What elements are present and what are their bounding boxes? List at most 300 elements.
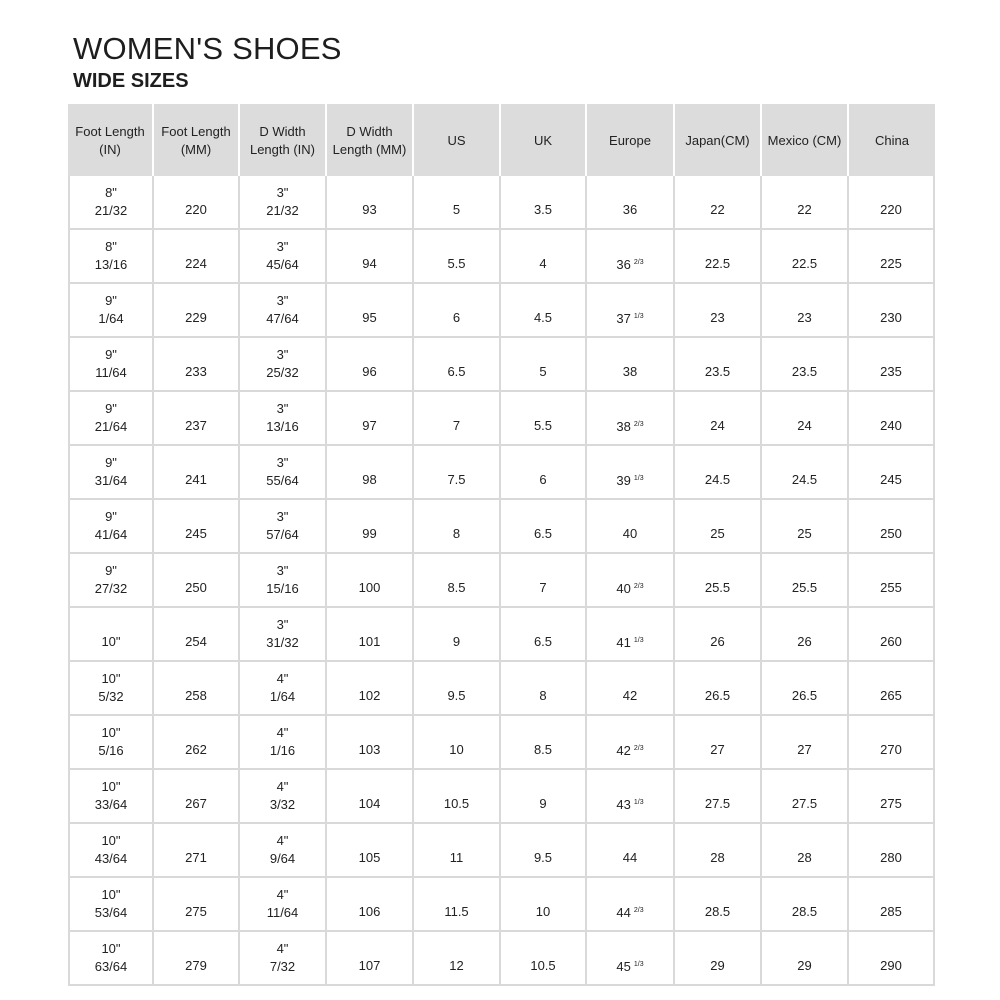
cell-europe-wrap <box>587 724 673 760</box>
cell-us <box>414 392 501 446</box>
cell-foot-length-in-fraction: 27/32 <box>94 581 128 596</box>
cell-width-length-mm-value: 93 <box>362 202 377 217</box>
cell-mexico-value: 23 <box>797 310 812 325</box>
cell-japan <box>675 230 762 284</box>
cell-width-length-in-fraction: 11/64 <box>266 905 299 920</box>
cell-width-length-in-whole: 3" <box>276 347 289 362</box>
cell-foot-length-mm <box>154 392 240 446</box>
header-europe: Europe <box>587 104 675 176</box>
cell-width-length-in <box>240 878 327 932</box>
cell-foot-length-in-fraction: 41/64 <box>94 527 128 542</box>
cell-width-length-in-fraction: 55/64 <box>266 473 299 488</box>
cell-width-length-in-fraction: 15/16 <box>266 581 299 596</box>
cell-us-value: 9.5 <box>447 688 466 703</box>
cell-mexico-value: 26 <box>797 634 812 649</box>
cell-mexico-value: 23.5 <box>791 364 818 379</box>
cell-foot-length-in-whole: 9" <box>105 455 117 470</box>
cell-width-length-mm <box>327 770 414 824</box>
cell-europe-value: 40 <box>616 581 631 596</box>
cell-europe-value: 41 <box>616 635 631 650</box>
cell-width-length-mm-value: 95 <box>362 310 377 325</box>
cell-width-length-mm <box>327 446 414 500</box>
cell-europe <box>587 338 675 392</box>
cell-europe-wrap <box>587 400 673 436</box>
cell-us-value: 5 <box>452 202 461 217</box>
header-line: Length (IN) <box>249 142 316 157</box>
cell-europe-value: 36 <box>622 202 638 217</box>
cell-uk <box>501 392 587 446</box>
cell-width-length-in <box>240 932 327 986</box>
cell-europe-fraction: 2/3 <box>633 259 644 266</box>
table-row <box>68 824 935 878</box>
cell-europe-value: 42 <box>622 688 638 703</box>
cell-mexico-value: 22.5 <box>791 256 818 271</box>
cell-foot-length-in-whole: 9" <box>105 509 117 524</box>
cell-width-length-mm-value: 102 <box>358 688 381 703</box>
cell-europe-wrap <box>587 616 673 652</box>
cell-width-length-in-fraction: 13/16 <box>266 419 299 434</box>
cell-foot-length-mm <box>154 824 240 878</box>
table-row <box>68 878 935 932</box>
cell-mexico <box>762 716 849 770</box>
cell-us-value: 8.5 <box>447 580 466 595</box>
header-line: Foot Length <box>75 124 145 139</box>
cell-china-value: 250 <box>880 526 902 541</box>
cell-width-length-in <box>240 284 327 338</box>
cell-foot-length-in-whole: 10" <box>101 887 121 902</box>
cell-us-value: 10.5 <box>443 796 470 811</box>
cell-uk-value: 7 <box>539 580 547 595</box>
cell-foot-length-in <box>68 392 154 446</box>
cell-japan-value: 28.5 <box>704 904 731 919</box>
cell-japan <box>675 338 762 392</box>
header-mexico: Mexico (CM) <box>762 104 849 176</box>
cell-europe-wrap <box>587 886 673 922</box>
cell-width-length-mm <box>327 878 414 932</box>
cell-width-length-mm <box>327 932 414 986</box>
cell-mexico <box>762 176 849 230</box>
cell-europe-wrap <box>587 562 673 598</box>
cell-foot-length-mm <box>154 176 240 230</box>
cell-foot-length-in-fraction: 63/64 <box>94 959 128 974</box>
cell-foot-length-in <box>68 608 154 662</box>
cell-us <box>414 608 501 662</box>
cell-width-length-in-whole: 3" <box>276 617 289 632</box>
cell-us <box>414 716 501 770</box>
cell-europe-value: 36 <box>616 257 631 272</box>
cell-europe <box>587 608 675 662</box>
cell-width-length-mm <box>327 230 414 284</box>
cell-china <box>849 284 935 338</box>
header-japan: Japan(CM) <box>675 104 762 176</box>
cell-us-value: 7 <box>452 418 461 433</box>
cell-china <box>849 662 935 716</box>
cell-china <box>849 446 935 500</box>
cell-japan-value: 24.5 <box>704 472 731 487</box>
table-row <box>68 716 935 770</box>
cell-width-length-in-fraction: 3/32 <box>269 797 296 812</box>
header-width-length-in <box>240 104 327 176</box>
cell-foot-length-mm <box>154 932 240 986</box>
cell-japan-value: 23 <box>710 310 725 325</box>
cell-china-value: 290 <box>880 958 902 973</box>
cell-mexico <box>762 824 849 878</box>
cell-japan <box>675 716 762 770</box>
cell-width-length-in <box>240 608 327 662</box>
cell-europe-value: 38 <box>616 419 631 434</box>
cell-europe-value: 44 <box>622 850 638 865</box>
cell-width-length-in <box>240 392 327 446</box>
cell-width-length-mm-value: 97 <box>362 418 377 433</box>
cell-europe-value: 40 <box>622 526 638 541</box>
cell-china <box>849 176 935 230</box>
cell-foot-length-mm-value: 279 <box>185 958 207 973</box>
cell-foot-length-in-fraction: 5/16 <box>98 743 124 758</box>
cell-us-value: 6 <box>452 310 461 325</box>
cell-europe-fraction: 1/3 <box>633 475 644 482</box>
table-header <box>68 104 935 176</box>
cell-width-length-in-fraction: 57/64 <box>266 527 299 542</box>
cell-foot-length-mm <box>154 716 240 770</box>
cell-width-length-mm <box>327 176 414 230</box>
table-row <box>68 446 935 500</box>
cell-mexico <box>762 554 849 608</box>
cell-foot-length-mm <box>154 554 240 608</box>
header-row <box>68 104 935 176</box>
cell-uk <box>501 716 587 770</box>
cell-china <box>849 770 935 824</box>
cell-foot-length-in <box>68 176 154 230</box>
cell-uk <box>501 554 587 608</box>
cell-europe <box>587 716 675 770</box>
cell-foot-length-mm-value: 258 <box>185 688 207 703</box>
cell-foot-length-in-fraction: 1/64 <box>98 311 124 326</box>
cell-japan <box>675 176 762 230</box>
cell-uk <box>501 662 587 716</box>
cell-mexico <box>762 770 849 824</box>
cell-foot-length-in <box>68 554 154 608</box>
cell-uk-value: 10.5 <box>530 958 556 973</box>
cell-us <box>414 878 501 932</box>
cell-japan-value: 22 <box>710 202 725 217</box>
cell-foot-length-mm <box>154 662 240 716</box>
cell-europe-wrap <box>587 509 673 543</box>
cell-uk <box>501 932 587 986</box>
cell-europe <box>587 932 675 986</box>
cell-us-value: 7.5 <box>447 472 466 487</box>
header-line: Length (MM) <box>332 142 407 157</box>
cell-europe-value: 38 <box>622 364 638 379</box>
cell-width-length-mm <box>327 392 414 446</box>
cell-foot-length-in <box>68 230 154 284</box>
cell-foot-length-in <box>68 878 154 932</box>
cell-us-value: 11.5 <box>444 904 469 919</box>
cell-us-value: 5.5 <box>447 256 466 271</box>
cell-europe-value: 39 <box>616 473 631 488</box>
cell-japan-value: 25.5 <box>704 580 731 595</box>
cell-foot-length-in-whole: 10" <box>101 725 121 740</box>
cell-europe <box>587 284 675 338</box>
cell-japan-value: 23.5 <box>704 364 731 379</box>
cell-width-length-in-fraction: 31/32 <box>266 635 299 650</box>
cell-china-value: 260 <box>880 634 902 649</box>
page-title: WOMEN'S SHOES <box>73 31 342 66</box>
cell-width-length-in <box>240 716 327 770</box>
table-row <box>68 392 935 446</box>
page-subtitle: WIDE SIZES <box>73 70 189 92</box>
cell-china <box>849 230 935 284</box>
cell-width-length-in-whole: 4" <box>276 887 289 902</box>
cell-width-length-in-whole: 3" <box>276 293 289 308</box>
cell-foot-length-in-fraction: 43/64 <box>94 851 128 866</box>
cell-china <box>849 392 935 446</box>
cell-europe <box>587 878 675 932</box>
cell-japan <box>675 500 762 554</box>
cell-japan-value: 27.5 <box>704 796 731 811</box>
cell-europe <box>587 230 675 284</box>
cell-europe-wrap <box>587 940 673 976</box>
cell-foot-length-mm-value: 241 <box>185 472 207 487</box>
cell-china-value: 285 <box>880 904 902 919</box>
cell-width-length-in-whole: 3" <box>276 239 289 254</box>
cell-japan-value: 27 <box>710 742 725 757</box>
cell-japan-value: 25 <box>710 526 725 541</box>
header-foot-length-mm <box>154 104 240 176</box>
cell-us <box>414 446 501 500</box>
cell-foot-length-mm-value: 229 <box>185 310 207 325</box>
cell-us <box>414 554 501 608</box>
cell-foot-length-in-fraction: 21/32 <box>94 203 128 218</box>
cell-foot-length-mm-value: 224 <box>185 256 207 271</box>
cell-europe <box>587 662 675 716</box>
cell-width-length-in-whole: 3" <box>276 185 289 200</box>
cell-foot-length-in-whole: 10" <box>101 941 121 956</box>
cell-us <box>414 500 501 554</box>
header-us: US <box>414 104 501 176</box>
cell-europe-wrap <box>587 185 673 219</box>
cell-uk-value: 6 <box>539 472 547 487</box>
cell-china-value: 220 <box>880 202 902 217</box>
cell-foot-length-in-whole: 8" <box>105 185 117 200</box>
cell-width-length-in-whole: 3" <box>276 563 289 578</box>
cell-mexico-value: 28 <box>797 850 812 865</box>
cell-japan <box>675 770 762 824</box>
table-row <box>68 932 935 986</box>
cell-us <box>414 284 501 338</box>
table-body <box>68 176 935 986</box>
cell-europe-wrap <box>587 454 673 490</box>
cell-mexico <box>762 338 849 392</box>
header-uk: UK <box>501 104 587 176</box>
cell-width-length-mm-value: 100 <box>358 580 381 595</box>
cell-foot-length-in-fraction: 11/64 <box>95 365 127 380</box>
cell-uk-value: 8 <box>539 688 547 703</box>
cell-foot-length-mm-value: 250 <box>185 580 207 595</box>
cell-mexico-value: 24.5 <box>791 472 818 487</box>
cell-europe-value: 37 <box>616 311 631 326</box>
cell-width-length-in-whole: 3" <box>276 509 289 524</box>
cell-width-length-mm-value: 104 <box>358 796 381 811</box>
cell-us-value: 10 <box>449 742 464 757</box>
cell-foot-length-mm-value: 237 <box>185 418 207 433</box>
cell-europe <box>587 554 675 608</box>
cell-europe-wrap <box>587 671 673 705</box>
cell-china <box>849 716 935 770</box>
cell-width-length-in-fraction: 7/32 <box>269 959 296 974</box>
cell-us <box>414 824 501 878</box>
cell-japan <box>675 284 762 338</box>
cell-mexico <box>762 392 849 446</box>
table-row <box>68 230 935 284</box>
cell-japan <box>675 554 762 608</box>
cell-us <box>414 662 501 716</box>
cell-width-length-in-fraction: 21/32 <box>266 203 299 218</box>
cell-foot-length-in <box>68 500 154 554</box>
cell-japan <box>675 392 762 446</box>
size-chart-table <box>68 104 935 986</box>
cell-china <box>849 338 935 392</box>
cell-europe-fraction: 2/3 <box>633 583 644 590</box>
table-row <box>68 500 935 554</box>
cell-europe-wrap <box>587 292 673 328</box>
cell-japan-value: 22.5 <box>704 256 731 271</box>
cell-mexico <box>762 662 849 716</box>
cell-europe <box>587 392 675 446</box>
cell-width-length-in-fraction: 1/16 <box>269 743 296 758</box>
cell-mexico-value: 27 <box>797 742 812 757</box>
cell-foot-length-in-fraction: 5/32 <box>98 689 124 704</box>
cell-width-length-in-whole: 4" <box>276 833 289 848</box>
cell-foot-length-mm <box>154 284 240 338</box>
cell-foot-length-in-whole: 10" <box>101 833 121 848</box>
cell-europe-wrap <box>587 833 673 867</box>
cell-width-length-in-fraction: 47/64 <box>266 311 299 326</box>
cell-us-value: 6.5 <box>447 364 466 379</box>
cell-uk-value: 6.5 <box>533 526 553 541</box>
table-row <box>68 770 935 824</box>
cell-europe <box>587 824 675 878</box>
cell-width-length-in-fraction: 9/64 <box>269 851 296 866</box>
cell-europe-wrap <box>587 778 673 814</box>
cell-width-length-mm <box>327 500 414 554</box>
cell-europe-fraction: 2/3 <box>633 907 644 914</box>
cell-europe-value: 43 <box>616 797 631 812</box>
header-width-length-mm <box>327 104 414 176</box>
cell-foot-length-mm <box>154 770 240 824</box>
cell-europe-fraction: 1/3 <box>633 313 644 320</box>
cell-width-length-in-whole: 4" <box>276 725 289 740</box>
cell-us-value: 9 <box>452 634 461 649</box>
cell-mexico-value: 25.5 <box>791 580 818 595</box>
cell-china <box>849 878 935 932</box>
cell-china-value: 265 <box>880 688 902 703</box>
cell-china-value: 225 <box>880 256 902 271</box>
cell-foot-length-in-fraction: 13/16 <box>94 257 128 272</box>
header-line: D Width <box>259 124 306 139</box>
cell-foot-length-mm <box>154 230 240 284</box>
cell-us <box>414 932 501 986</box>
header-china: China <box>849 104 935 176</box>
cell-europe-fraction: 1/3 <box>633 961 644 968</box>
cell-width-length-mm <box>327 824 414 878</box>
cell-foot-length-mm <box>154 878 240 932</box>
cell-foot-length-in <box>68 662 154 716</box>
cell-japan <box>675 608 762 662</box>
cell-china <box>849 932 935 986</box>
cell-mexico <box>762 230 849 284</box>
cell-width-length-mm-value: 103 <box>358 742 381 757</box>
cell-uk <box>501 500 587 554</box>
cell-width-length-in <box>240 770 327 824</box>
header-line: D Width <box>346 124 393 139</box>
cell-mexico <box>762 608 849 662</box>
cell-foot-length-mm <box>154 608 240 662</box>
table-row <box>68 554 935 608</box>
cell-china-value: 235 <box>880 364 902 379</box>
cell-europe <box>587 500 675 554</box>
cell-us <box>414 770 501 824</box>
cell-japan <box>675 878 762 932</box>
cell-europe-fraction: 1/3 <box>633 637 644 644</box>
cell-uk <box>501 446 587 500</box>
cell-foot-length-in-whole: 9" <box>105 401 117 416</box>
cell-china-value: 270 <box>880 742 902 757</box>
cell-width-length-in <box>240 338 327 392</box>
cell-mexico-value: 29 <box>797 958 812 973</box>
header-line: Foot Length <box>161 124 231 139</box>
cell-us <box>414 176 501 230</box>
cell-europe-wrap <box>587 238 673 274</box>
cell-china-value: 255 <box>880 580 902 595</box>
cell-europe-wrap <box>587 347 673 381</box>
cell-foot-length-in-fraction: 31/64 <box>94 473 128 488</box>
table-row <box>68 176 935 230</box>
cell-width-length-mm <box>327 662 414 716</box>
cell-europe <box>587 176 675 230</box>
cell-china-value: 275 <box>880 796 902 811</box>
cell-japan <box>675 932 762 986</box>
cell-china <box>849 554 935 608</box>
cell-mexico-value: 25 <box>797 526 812 541</box>
cell-foot-length-mm-value: 267 <box>185 796 207 811</box>
cell-width-length-in <box>240 446 327 500</box>
cell-foot-length-in <box>68 932 154 986</box>
cell-width-length-mm-value: 106 <box>358 904 381 919</box>
cell-foot-length-in-whole: 10" <box>101 671 121 686</box>
cell-uk <box>501 338 587 392</box>
cell-width-length-in <box>240 176 327 230</box>
cell-europe-fraction: 1/3 <box>633 799 644 806</box>
cell-foot-length-in-fraction: 33/64 <box>94 797 128 812</box>
cell-uk-value: 5.5 <box>533 418 553 433</box>
cell-china <box>849 500 935 554</box>
cell-foot-length-in <box>68 770 154 824</box>
cell-foot-length-in-whole: 9" <box>105 347 117 362</box>
cell-width-length-mm-value: 99 <box>362 526 377 541</box>
cell-europe <box>587 446 675 500</box>
cell-width-length-in-whole: 4" <box>276 779 289 794</box>
cell-japan-value: 24 <box>710 418 725 433</box>
cell-width-length-mm-value: 94 <box>362 256 377 271</box>
cell-width-length-mm-value: 96 <box>362 364 377 379</box>
cell-mexico-value: 24 <box>797 418 812 433</box>
cell-uk <box>501 284 587 338</box>
cell-width-length-mm <box>327 716 414 770</box>
table-row <box>68 662 935 716</box>
cell-foot-length-in-whole: 8" <box>105 239 117 254</box>
cell-width-length-in <box>240 500 327 554</box>
cell-foot-length-mm <box>154 446 240 500</box>
